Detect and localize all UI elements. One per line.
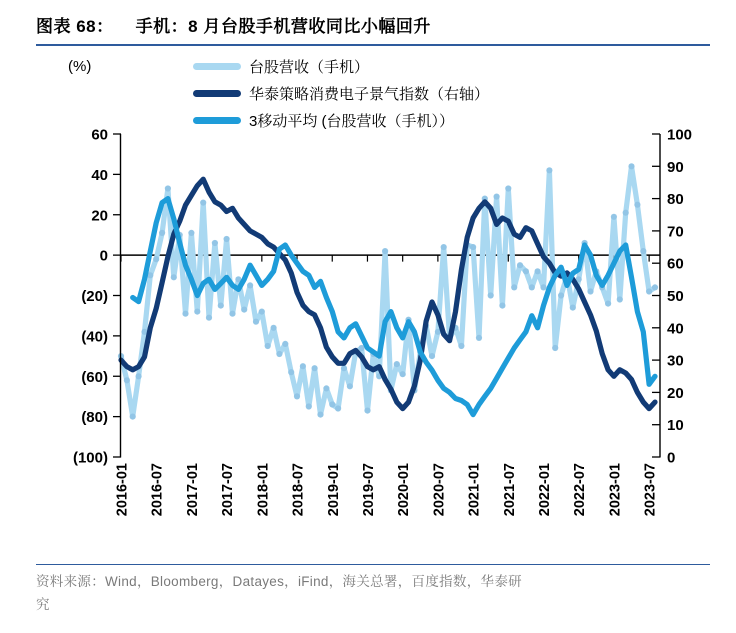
series-taiwan-phone-revenue-marker [247, 282, 253, 288]
series-taiwan-phone-revenue-marker [136, 373, 142, 379]
series-taiwan-phone-revenue-marker [529, 284, 535, 290]
figure-title [36, 12, 710, 37]
x-axis-label: 2022-07 [572, 463, 589, 517]
series-taiwan-phone-revenue-marker [535, 268, 541, 274]
series-taiwan-phone-revenue-marker [587, 288, 593, 294]
right-axis-tick-label: 50 [667, 288, 684, 305]
series-taiwan-phone-revenue-marker [605, 301, 611, 307]
left-axis-tick-label: 60 [91, 126, 108, 144]
left-axis-tick-label: (80) [81, 409, 108, 427]
series-taiwan-phone-revenue-marker [394, 361, 400, 367]
legend-item-moving-average [193, 107, 489, 134]
series-taiwan-phone-revenue-marker [212, 240, 218, 246]
series-taiwan-phone-revenue-marker [617, 296, 623, 302]
footer-divider [36, 564, 710, 565]
series-taiwan-phone-revenue-marker [317, 412, 323, 418]
series-taiwan-phone-revenue-marker [253, 319, 259, 325]
right-axis-tick-label: 90 [667, 158, 684, 176]
series-taiwan-phone-revenue-marker [265, 343, 271, 349]
left-axis-tick-label: 40 [91, 166, 108, 184]
series-taiwan-phone-revenue-marker [282, 341, 288, 347]
right-axis-tick-label: 100 [667, 126, 693, 144]
series-taiwan-phone-revenue-marker [347, 383, 353, 389]
x-axis-label: 2023-07 [642, 463, 659, 517]
series-taiwan-phone-revenue-marker [611, 214, 617, 220]
series-taiwan-phone-revenue-marker [188, 230, 194, 236]
series-taiwan-phone-revenue-marker [546, 167, 552, 173]
series-taiwan-phone-revenue-marker [488, 292, 494, 298]
series-taiwan-phone-revenue-marker [341, 365, 347, 371]
series-taiwan-phone-revenue-marker [523, 268, 529, 274]
x-axis-label: 2016-01 [114, 463, 131, 517]
source-note-line1: 资料来源：Wind，Bloomberg，Datayes，iFind，海关总署，百度指数，华泰研 [36, 574, 522, 589]
series-taiwan-phone-revenue-marker [200, 200, 206, 206]
series-taiwan-phone-revenue-marker [476, 335, 482, 341]
series-taiwan-phone-revenue-marker [646, 288, 652, 294]
legend-label: 华泰策略消费电子景气指数（右轴） [249, 86, 490, 103]
right-axis-tick-label: 60 [667, 255, 684, 273]
left-axis-tick-label: 20 [91, 207, 108, 225]
legend-label: 台股营收（手机） [249, 59, 370, 76]
chart-legend [193, 53, 489, 134]
right-axis-tick-label: 80 [667, 191, 684, 209]
left-axis-tick-label: (60) [81, 368, 108, 386]
series-taiwan-phone-revenue-marker [382, 248, 388, 254]
series-taiwan-phone-revenue-marker [441, 244, 447, 250]
x-axis-label: 2019-01 [325, 463, 342, 517]
series-taiwan-phone-revenue-marker [494, 194, 500, 200]
series-taiwan-phone-revenue-marker [276, 351, 282, 357]
series-taiwan-phone-revenue-marker [329, 401, 335, 407]
left-axis-tick-label: (100) [72, 449, 108, 467]
series-taiwan-phone-revenue-marker [323, 385, 329, 391]
series-taiwan-phone-revenue-marker [259, 309, 265, 315]
series-taiwan-phone-revenue-marker [241, 307, 247, 313]
series-taiwan-phone-revenue-marker [364, 408, 370, 414]
series-taiwan-phone-revenue-marker [628, 163, 634, 169]
series-taiwan-phone-revenue-marker [400, 371, 406, 377]
series-taiwan-phone-revenue-marker [218, 303, 224, 309]
series-taiwan-phone-revenue-marker [640, 248, 646, 254]
series-taiwan-phone-revenue-marker [470, 244, 476, 250]
series-taiwan-phone-revenue-marker [165, 185, 171, 191]
series-taiwan-phone-revenue-marker [224, 236, 230, 242]
right-axis-tick-label: 70 [667, 223, 684, 241]
figure-caption: 手机：8 月台股手机营收同比小幅回升 [135, 17, 431, 36]
left-axis-tick-label: (20) [81, 288, 108, 305]
x-axis-label: 2020-07 [431, 463, 448, 517]
figure-footer [36, 564, 710, 616]
source-note-line2: 究 [36, 597, 50, 612]
right-axis-tick-label: 0 [667, 449, 676, 467]
left-axis-tick-label: (40) [81, 328, 108, 346]
chart-area [0, 46, 736, 556]
series-taiwan-phone-revenue-marker [229, 311, 235, 317]
x-axis-label: 2017-01 [184, 463, 201, 517]
series-taiwan-phone-revenue-marker [499, 303, 505, 309]
series-taiwan-phone-revenue-marker [505, 185, 511, 191]
series-taiwan-phone-revenue-marker [570, 305, 576, 311]
series-taiwan-phone-revenue-marker [294, 393, 300, 399]
series-taiwan-phone-revenue-marker [171, 274, 177, 280]
series-taiwan-phone-revenue-marker [153, 256, 159, 262]
x-axis-label: 2022-01 [537, 463, 554, 517]
left-axis-tick-label: 0 [99, 247, 108, 265]
right-axis-tick-label: 20 [667, 384, 684, 402]
figure-number: 图表 68： [36, 17, 114, 36]
x-axis-label: 2018-01 [255, 463, 272, 517]
series-taiwan-phone-revenue-marker [634, 202, 640, 208]
series-taiwan-phone-revenue-marker [458, 343, 464, 349]
series-taiwan-phone-revenue-marker [130, 414, 136, 420]
series-taiwan-phone-revenue-marker [288, 369, 294, 375]
x-axis-label: 2019-07 [360, 463, 377, 517]
series-taiwan-phone-revenue-marker [124, 377, 130, 383]
legend-label: 3移动平均 (台股营收（手机）） [249, 113, 455, 130]
series-taiwan-phone-revenue-marker [517, 262, 523, 268]
series-taiwan-phone-revenue-marker [511, 284, 517, 290]
x-axis-label: 2020-01 [396, 463, 413, 517]
series-taiwan-phone-revenue-marker [623, 210, 629, 216]
legend-swatch-navy [193, 90, 241, 97]
legend-swatch-blue [193, 117, 241, 124]
series-taiwan-phone-revenue-marker [159, 230, 165, 236]
x-axis-label: 2021-01 [466, 463, 483, 517]
series-taiwan-phone-revenue-marker [306, 403, 312, 409]
x-axis-label: 2023-01 [607, 463, 624, 517]
series-taiwan-phone-revenue-marker [194, 309, 200, 315]
series-taiwan-phone-revenue-marker [552, 345, 558, 351]
series-taiwan-phone-revenue-marker [182, 311, 188, 317]
right-axis-tick-label: 40 [667, 320, 684, 338]
x-axis-label: 2018-07 [290, 463, 307, 517]
right-axis-tick-label: 10 [667, 417, 684, 435]
x-axis-label: 2021-07 [501, 463, 518, 517]
x-axis-label: 2017-07 [220, 463, 237, 517]
series-taiwan-phone-revenue-marker [206, 315, 212, 321]
right-axis-tick-label: 30 [667, 352, 684, 370]
series-taiwan-phone-revenue-marker [312, 365, 318, 371]
series-taiwan-phone-revenue-marker [540, 284, 546, 290]
series-taiwan-phone-revenue-marker [429, 353, 435, 359]
series-taiwan-phone-revenue-marker [300, 363, 306, 369]
legend-item-taiwan-revenue [193, 53, 489, 80]
series-taiwan-phone-revenue-marker [652, 284, 658, 290]
legend-swatch-light-blue [193, 63, 241, 70]
series-taiwan-phone-revenue-marker [335, 405, 341, 411]
series-taiwan-phone-revenue-marker [558, 292, 564, 298]
series-taiwan-phone-revenue-marker [271, 325, 277, 331]
left-axis-unit: (%) [68, 58, 92, 75]
x-axis-label: 2016-07 [149, 463, 166, 517]
legend-item-huatai-index [193, 80, 489, 107]
